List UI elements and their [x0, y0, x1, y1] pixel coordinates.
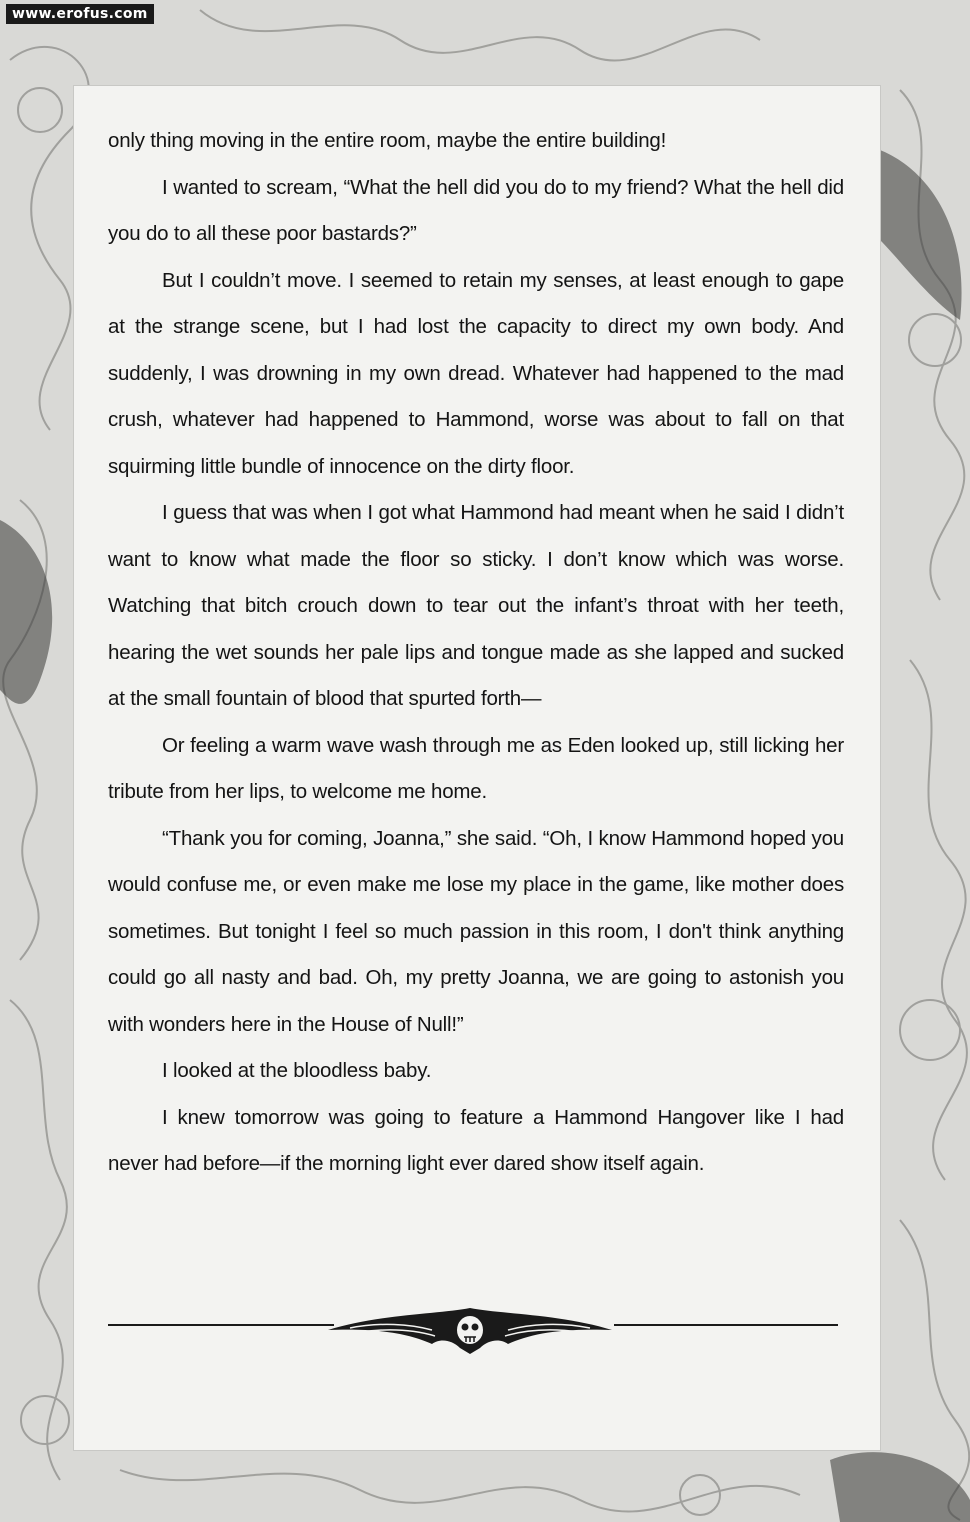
- paragraph: I looked at the bloodless baby.: [162, 1059, 432, 1082]
- divider-rule-left: [108, 1324, 334, 1326]
- section-divider: [108, 1300, 838, 1360]
- paragraph: But I couldn’t move. I seemed to retain my senses, at least enough to gape at the strange scene, but I had lost the capacity to direct my own body. And suddenly, I was drowning in my own dread. Whatever had happened to the mad crush, whatever had happened to Hammond, worse was about to fall on that squirming little bundle of innocence on the dirty floor.: [108, 268, 844, 478]
- paragraph: I guess that was when I got what Hammond had meant when he said I didn’t want to know what made the floor so sticky. I don’t know which was worse. Watching that bitch crouch down to tear out the infant’s throat with her teeth, hearing the wet sounds her pale lips and tongue made as she lapped and sucked at the small fountain of blood that spurted forth—: [108, 501, 844, 710]
- site-watermark: www.erofus.com: [6, 4, 154, 24]
- divider-rule-right: [614, 1324, 838, 1326]
- paragraph: “Thank you for coming, Joanna,” she said. “Oh, I know Hammond hoped you would confuse me, or even make me lose my place in the game, like mother does sometimes. But tonight I feel so much passion in this room, I don't think anything could go all nasty and bad. Oh, my pretty Joanna, we are going to astonish you with wonders here in the House of Null!”: [108, 826, 844, 1036]
- paragraph: I wanted to scream, “What the hell did you do to my friend? What the hell did you do to all these poor bastards?”: [108, 175, 844, 245]
- paragraph: I knew tomorrow was going to feature a Hammond Hangover like I had never had before—if the morning light ever dared show itself again.: [108, 1105, 844, 1175]
- story-text: [108, 118, 844, 1188]
- winged-skull-icon: [320, 1300, 620, 1360]
- paragraph: Or feeling a warm wave wash through me as Eden looked up, still licking her tribute from her lips, to welcome me home.: [108, 733, 844, 803]
- paragraph: only thing moving in the entire room, maybe the entire building!: [108, 129, 667, 152]
